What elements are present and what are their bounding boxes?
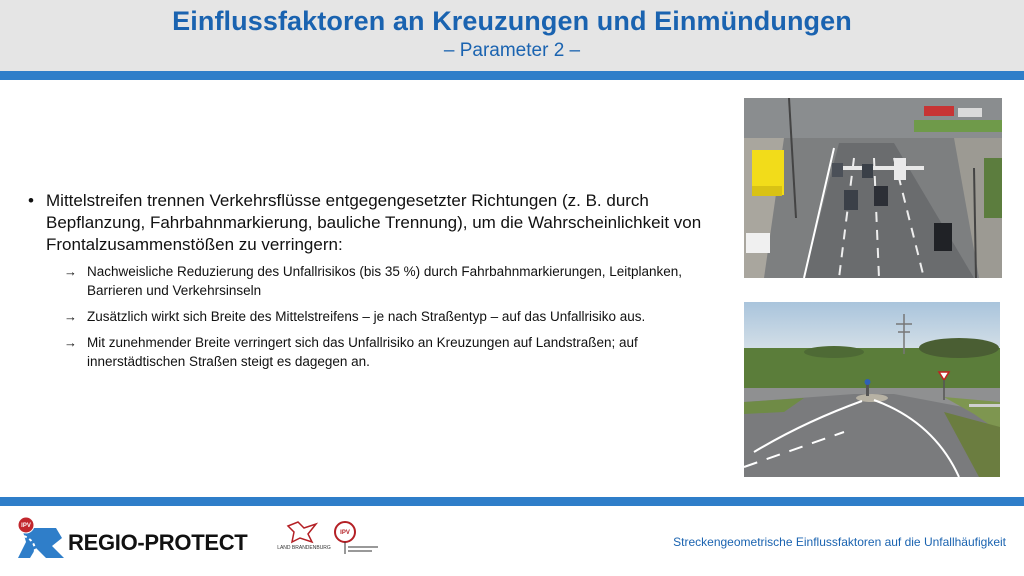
page-title: Einflussfaktoren an Kreuzungen und Einmündungen	[172, 6, 852, 36]
sub-bullet	[46, 333, 708, 371]
partner-ipv-text: IPV	[340, 530, 350, 536]
sub-bullet-text: Nachweisliche Reduzierung des Unfallrisikos (bis 35 %) durch Fahrbahnmarkierungen, Leitplanken, Barrieren und Verkehrsinseln	[87, 264, 683, 298]
header-divider-bar	[0, 71, 1024, 80]
header	[0, 0, 1024, 71]
partner-land-text: LAND BRANDENBURG	[277, 545, 331, 551]
footer-divider-bar	[0, 497, 1024, 506]
sub-bullet-list	[28, 262, 708, 371]
logo-badge-text: IPV	[21, 523, 31, 529]
footer-caption: Streckengeometrische Einflussfaktoren auf die Unfallhäufigkeit	[673, 535, 1006, 549]
bullet-dot-icon: •	[28, 191, 34, 210]
content-area	[28, 190, 708, 378]
sub-bullet-text: Mit zunehmender Breite verringert sich das Unfallrisiko an Kreuzungen auf Landstraßen; auf innerstädtischen Straßen steigt es dagegen an.	[87, 335, 638, 369]
photo-rural-junction	[744, 302, 1000, 477]
regio-protect-logo-icon	[16, 516, 68, 560]
main-bullet	[28, 190, 708, 256]
photo-urban-intersection	[744, 98, 1002, 278]
main-bullet-text: Mittelstreifen trennen Verkehrsflüsse entgegengesetzter Richtungen (z. B. durch Bepflanzung, Fahrbahnmarkierung, bauliche Trennung), um die Wahrscheinlichkeit von Frontalzusammenstößen zu verringern:	[46, 191, 702, 254]
land-brandenburg-logo	[277, 518, 331, 558]
ipv-partner-logo	[332, 520, 382, 558]
arrow-right-icon: →	[64, 309, 77, 324]
regio-protect-logo-text: REGIO-PROTECT	[68, 530, 248, 555]
sub-bullet-text: Zusätzlich wirkt sich Breite des Mittelstreifens – je nach Straßentyp – auf das Unfallrisiko aus.	[87, 309, 646, 324]
sub-bullet	[46, 262, 708, 300]
sub-bullet	[46, 307, 708, 326]
arrow-right-icon: →	[64, 264, 77, 279]
page-subtitle: – Parameter 2 –	[443, 40, 581, 61]
arrow-right-icon: →	[64, 335, 77, 350]
